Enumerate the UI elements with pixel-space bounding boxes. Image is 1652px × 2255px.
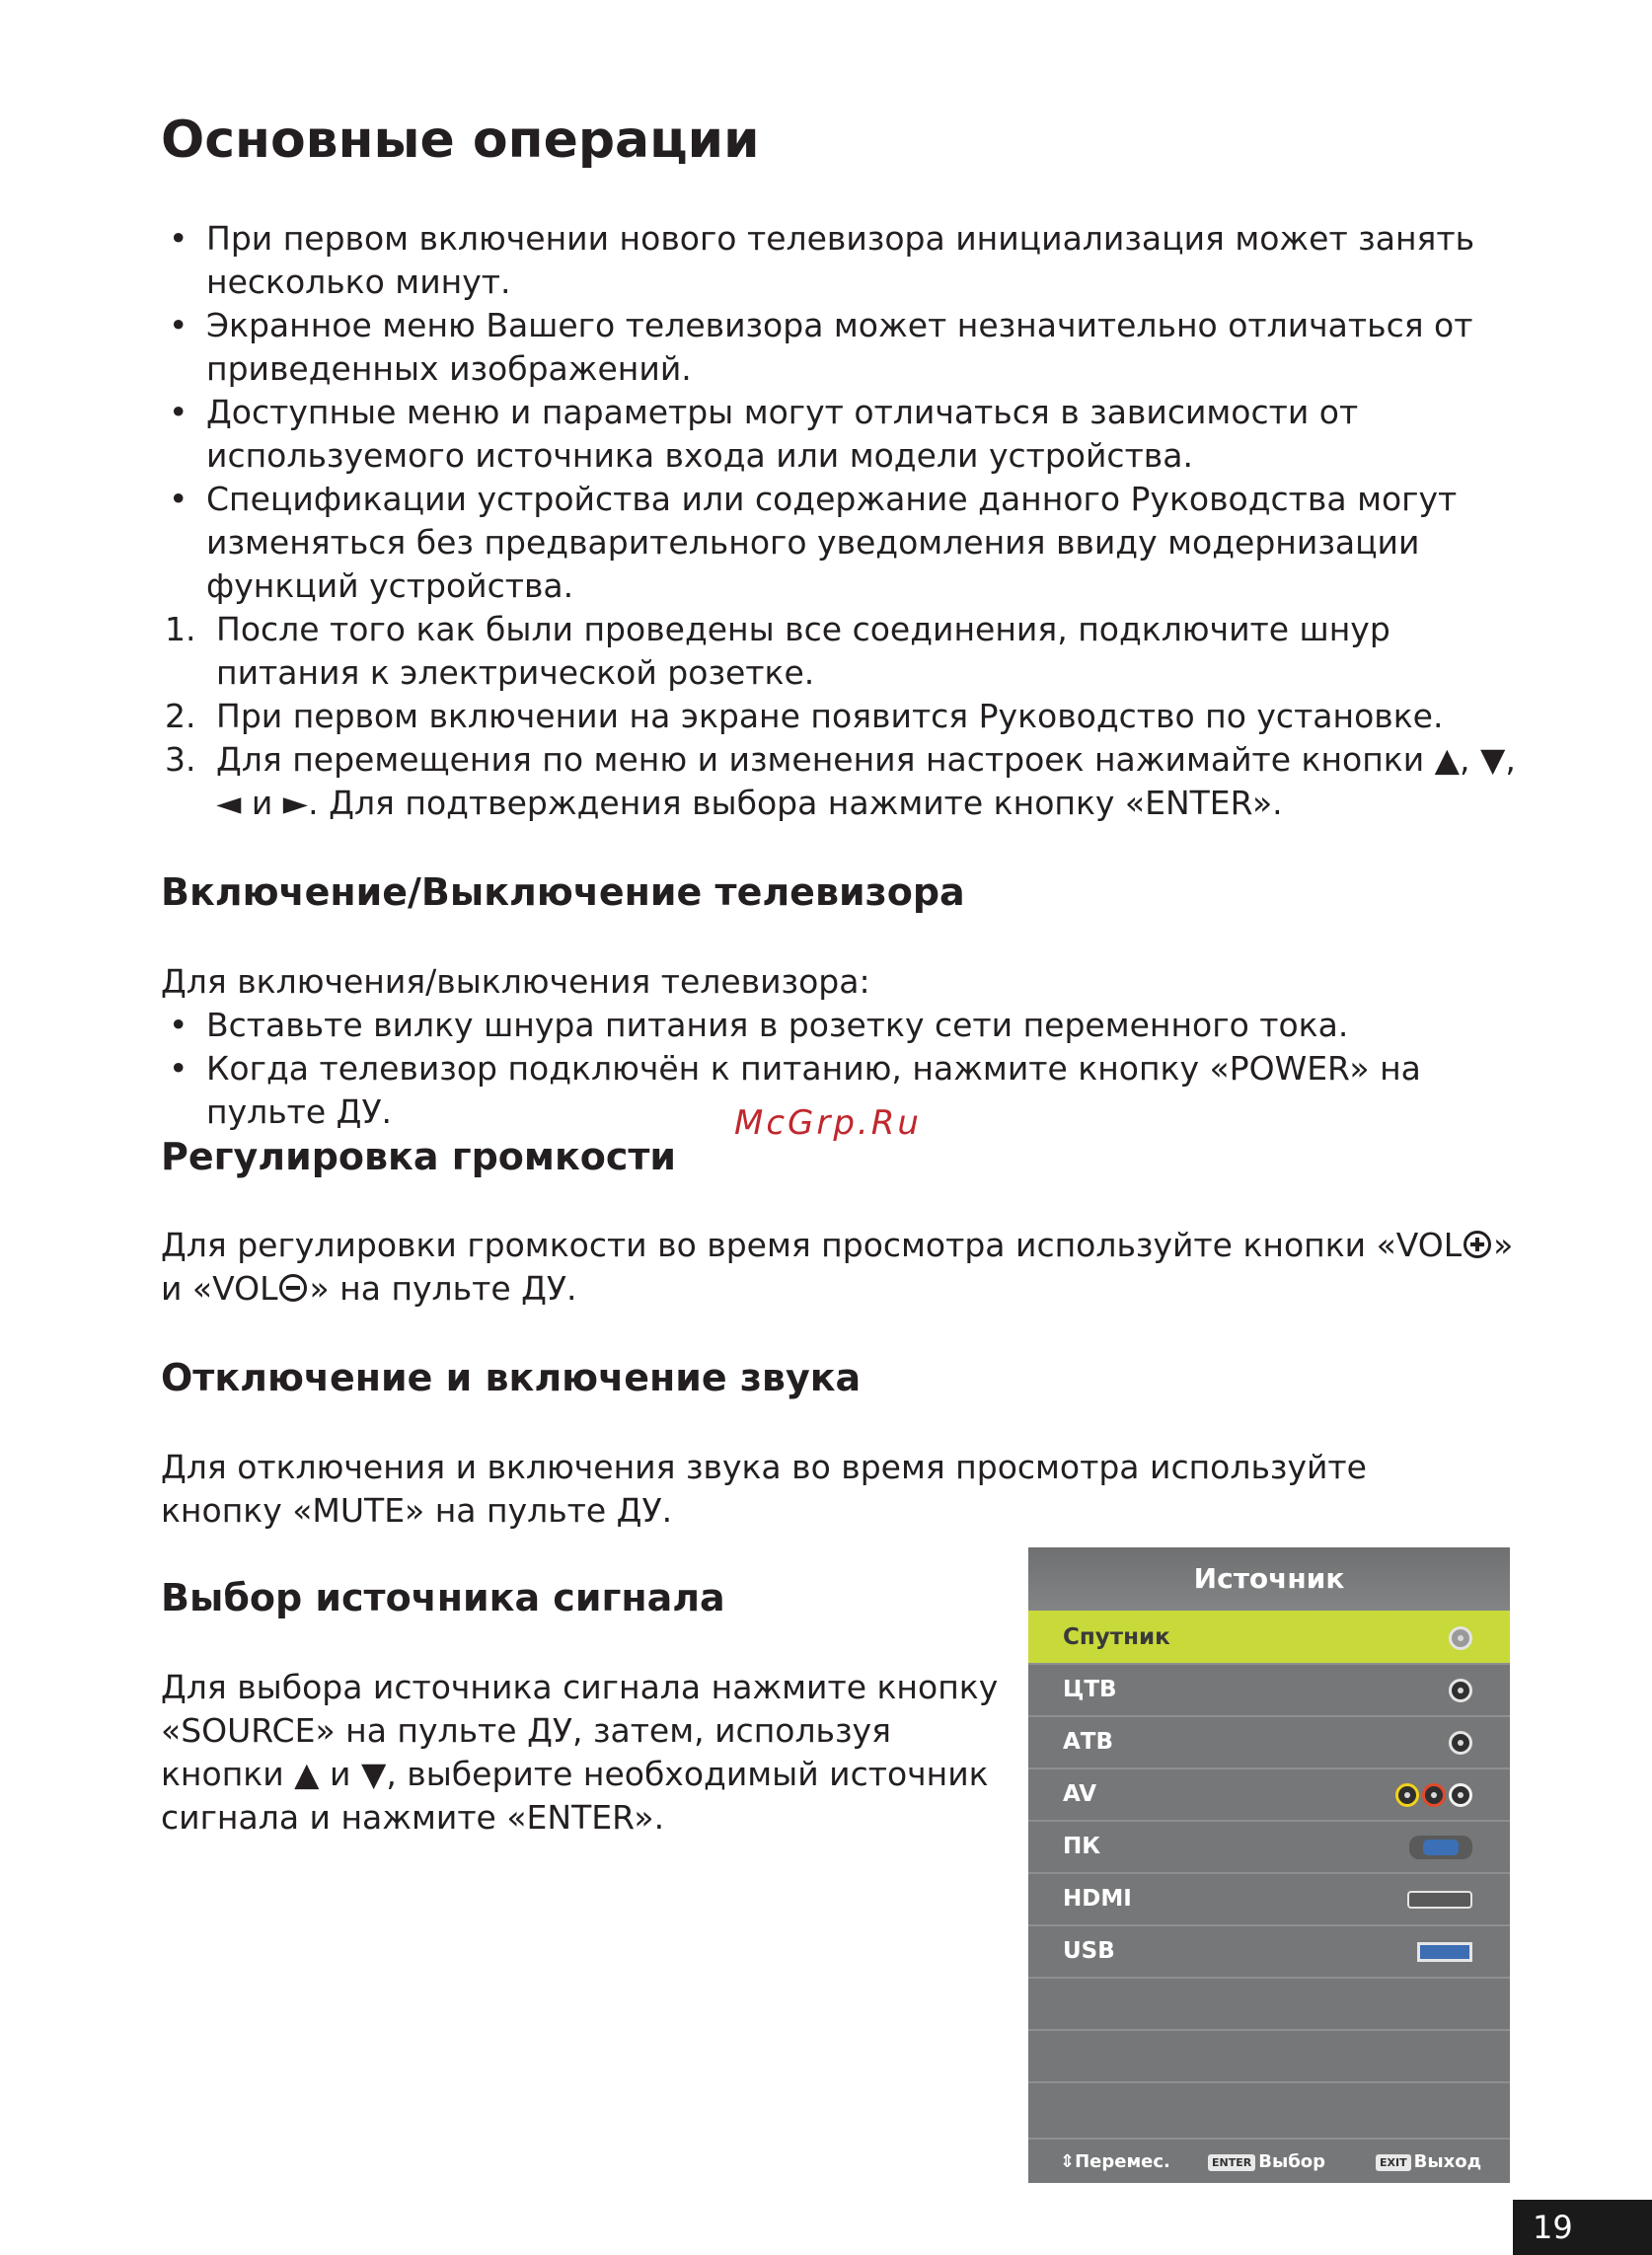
list-item: • Экранное меню Вашего телевизора может незначительно отличаться от приведенных изображений. (161, 304, 1513, 391)
footer-move: ⇕Перемес. (1060, 2151, 1170, 2172)
vol-minus-icon (279, 1274, 307, 1302)
menu-item-av[interactable]: AV (1028, 1767, 1510, 1820)
menu-footer (1028, 2138, 1510, 2183)
power-intro: Для включения/выключения телевизора: (161, 962, 870, 1001)
list-item: 1. После того как были проведены все соединения, подключите шнур питания к электрической розетке. (165, 610, 1390, 692)
hdmi-icon (1407, 1886, 1472, 1914)
vol-plus-icon (1464, 1231, 1491, 1258)
list-item: 2. При первом включении на экране появится Руководство по установке. (165, 697, 1444, 735)
steps-list (161, 608, 1523, 825)
vga-icon (1409, 1834, 1472, 1861)
list-item: • При первом включении нового телевизора инициализация может занять несколько минут. (161, 217, 1513, 304)
section-heading-source: Выбор источника сигнала (161, 1576, 725, 1619)
source-text: Для выбора источника сигнала нажмите кнопку «SOURCE» на пульте ДУ, затем, используя кнопки ▲ и ▼, выберите необходимый источник сигнала и нажмите «ENTER». (161, 1668, 999, 1837)
menu-item-dtv[interactable]: ЦТВ (1028, 1663, 1510, 1715)
footer-exit: EXIT Выход (1376, 2151, 1481, 2172)
menu-item-hdmi[interactable]: HDMI (1028, 1872, 1510, 1924)
antenna-icon (1449, 1729, 1472, 1757)
updown-arrows-icon: ⇕ (1060, 2151, 1076, 2172)
menu-empty-row (1028, 1977, 1510, 2029)
menu-empty-row (1028, 2081, 1510, 2134)
menu-item-usb[interactable]: USB (1028, 1924, 1510, 1977)
menu-item-satellite[interactable]: Спутник (1028, 1611, 1510, 1663)
section-heading-power: Включение/Выключение телевизора (161, 870, 965, 914)
exit-key-icon: EXIT (1376, 2154, 1411, 2171)
page-number: 19 (1513, 2200, 1652, 2255)
watermark: McGrp.Ru (734, 1103, 922, 1143)
menu-item-atv[interactable]: АТВ (1028, 1715, 1510, 1767)
menu-item-pc[interactable]: ПК (1028, 1820, 1510, 1872)
antenna-icon (1449, 1624, 1472, 1652)
volume-text: Для регулировки громкости во время просмотра используйте кнопки «VOL » и «VOL » на пульте ДУ. (161, 1226, 1514, 1308)
menu-empty-row (1028, 2029, 1510, 2081)
menu-title: Источник (1028, 1547, 1510, 1611)
list-item: • Когда телевизор подключён к питанию, нажмите кнопку «POWER» на пульте ДУ. (161, 1047, 1523, 1134)
enter-key-icon: ENTER (1208, 2154, 1255, 2171)
source-menu-screenshot (1028, 1547, 1510, 2183)
footer-select: ENTER Выбор (1208, 2151, 1325, 2172)
section-heading-volume: Регулировка громкости (161, 1135, 677, 1178)
antenna-icon (1449, 1677, 1472, 1704)
mute-text: Для отключения и включения звука во время просмотра используйте кнопку «MUTE» на пульте ДУ. (161, 1448, 1367, 1530)
page-title: Основные операции (161, 111, 760, 170)
section-heading-mute: Отключение и включение звука (161, 1356, 862, 1399)
rca-icon (1395, 1781, 1472, 1809)
list-item: • Вставьте вилку шнура питания в розетку сети переменного тока. (161, 1004, 1523, 1047)
list-item: • Спецификации устройства или содержание данного Руководства могут изменяться без предварительного уведомления ввиду модернизации функций устройства. (161, 478, 1513, 608)
list-item: • Доступные меню и параметры могут отличаться в зависимости от используемого источника входа или модели устройства. (161, 391, 1513, 478)
usb-icon (1417, 1938, 1472, 1966)
intro-bullet-list (161, 217, 1513, 608)
list-item: 3. Для перемещения по меню и изменения настроек нажимайте кнопки ▲, ▼, ◄ и ►. Для подтверждения выбора нажмите кнопку «ENTER». (165, 740, 1516, 822)
